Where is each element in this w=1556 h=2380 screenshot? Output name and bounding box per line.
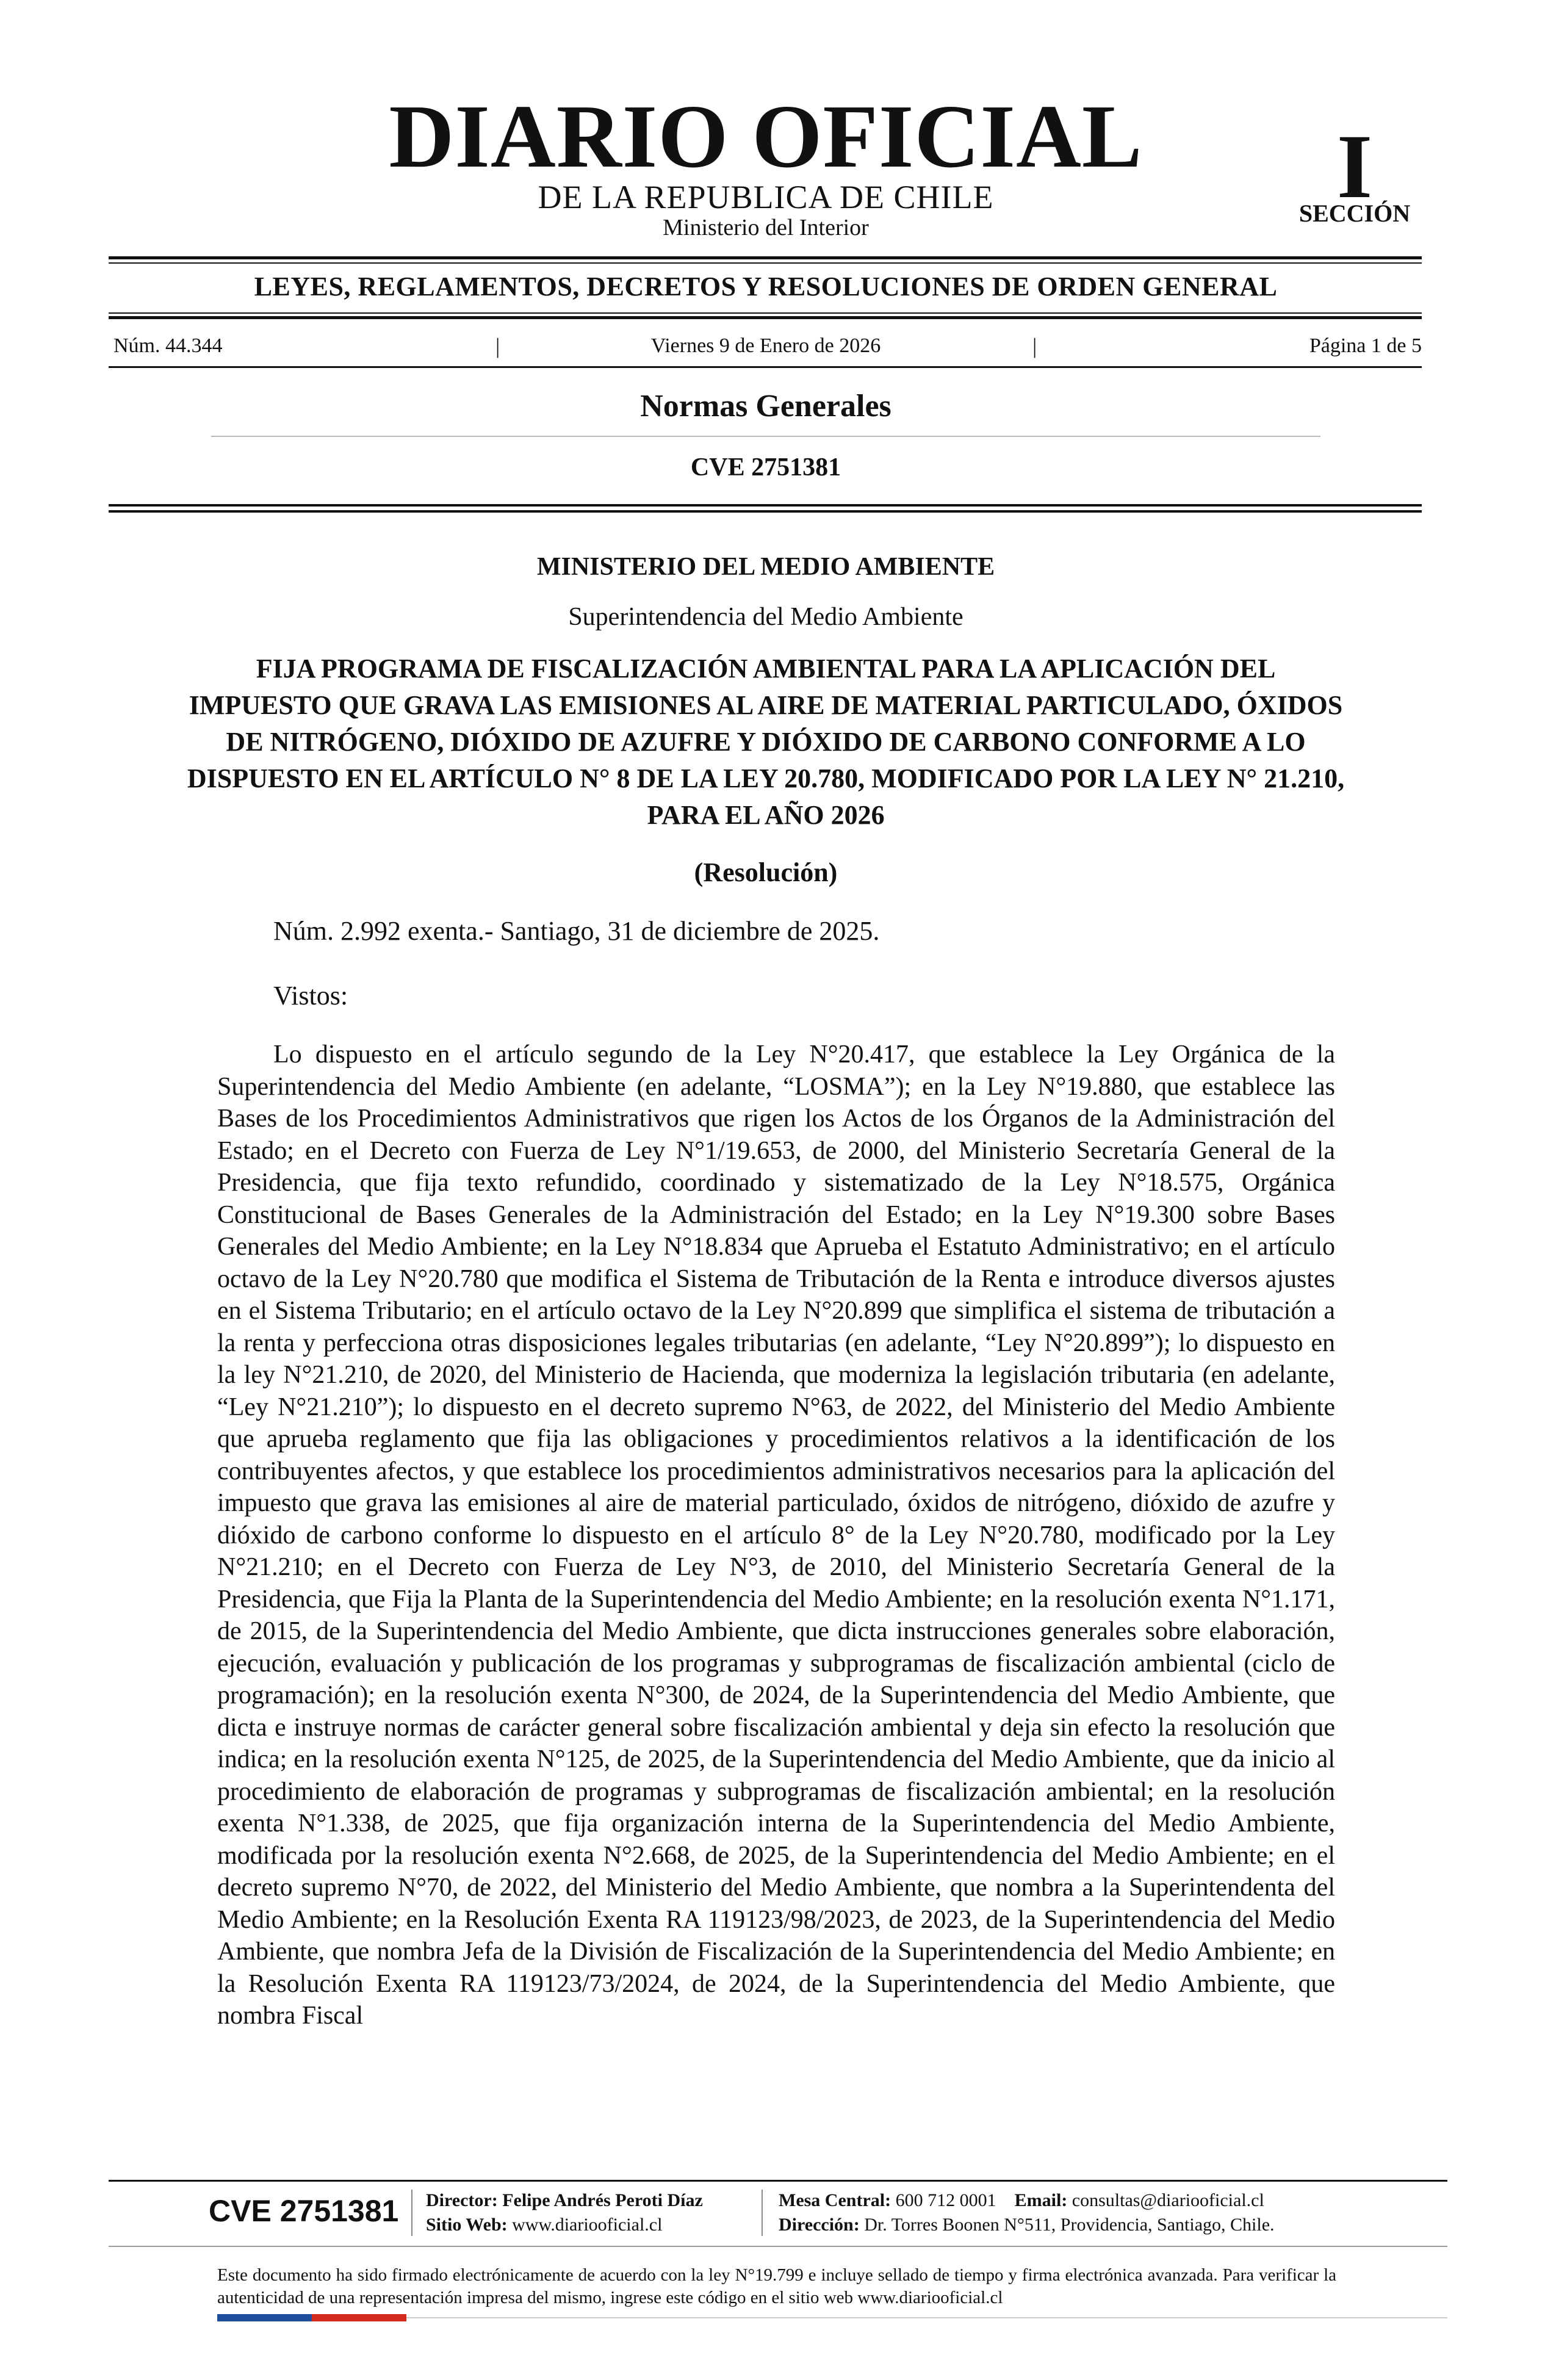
vistos-paragraph: Lo dispuesto en el artículo segundo de la Ley N°20.417, que establece la Ley Orgánica de la Superintendencia del Medio Ambiente (en adelante, “LOSMA”); en la Ley N°19.880, que establece las Bases de los Procedimientos Administrativos que rigen los Actos de los Órganos de la Administración del Estado; en el Decreto con Fuerza de Ley N°1/19.653, de 2000, del Ministerio Secretaría General de la Presidencia, que fija texto refundido, coordinado y sistematizado de la Ley N°18.575, Orgánica Constitucional de Bases Generales de la Administración del Estado; en la Ley N°19.300 sobre Bases Generales del Medio Ambiente; en la Ley N°18.834 que Aprueba el Estatuto Administrativo; en el artículo octavo de la Ley N°20.780 que modifica el Sistema de Tributación de la Renta e introduce diversos ajustes en el Sistema Tributario; en el artículo octavo de la Ley N°20.899 que simplifica el sistema de tributación a la renta y perfecciona otras disposiciones legales tributarias (en adelante, “Ley N°20.899”); lo dispuesto en la ley N°21.210, de 2020, del Ministerio de Hacienda, que moderniza la legislación tributaria (en adelante, “Ley N°21.210”); lo dispuesto en el decreto supremo N°63, de 2022, del Ministerio del Medio Ambiente que aprueba reglamento que fija las obligaciones y procedimientos relativos a la identificación de los contribuyentes afectos, y que establece los procedimientos administrativos necesarios para la aplicación del impuesto que grava las emisiones al aire de material particulado, óxidos de nitrógeno, dióxido de azufre y dióxido de carbono conforme lo dispuesto en el artículo 8° de la Ley N°20.780, modificado por la Ley N°21.210; en el Decreto con Fuerza de Ley N°3, de 2010, del Ministerio Secretaría General de la Presidencia, que Fija la Planta de la Superintendencia del Medio Ambiente; en la resolución exenta N°1.171, de 2015, de la Superintendencia del Medio Ambiente, que dicta instrucciones generales sobre elaboración, ejecución, evaluación y publicación de los programas y subprogramas de fiscalización ambiental (ciclo de programación); en la resolución exenta N°300, de 2024, de la Superintendencia del Medio Ambiente, que dicta e instruye normas de carácter general sobre fiscalización ambiental y deja sin efecto la resolución que indica; en la resolución exenta N°125, de 2025, de la Superintendencia del Medio Ambiente, que da inicio al procedimiento de elaboración de programas y subprogramas de fiscalización ambiental; en la resolución exenta N°1.338, de 2025, que fija organización interna de la Superintendencia del Medio Ambiente, modificada por la resolución exenta N°2.668, de 2025, de la Superintendencia del Medio Ambiente; en el decreto supremo N°70, de 2022, del Ministerio del Medio Ambiente, que nombra a la Superintendenta del Medio Ambiente; en la Resolución Exenta RA 119123/98/2023, de 2023, de la Superintendencia del Medio Ambiente, que nombra Jefa de la División de Fiscalización de la Superintendencia del Medio Ambiente; en la Resolución Exenta RA 119123/73/2024, de 2024, de la Superintendencia del Medio Ambiente, que nombra Fiscal <box>217 1040 1335 2030</box>
email-label: Email: <box>1014 2190 1068 2210</box>
flag-line <box>406 2317 1447 2318</box>
header-rule-1 <box>109 504 1422 507</box>
footer-divider-1 <box>411 2190 412 2236</box>
newspaper-title: DIARIO OFICIAL <box>389 87 1143 187</box>
director-label: Director: <box>426 2190 498 2210</box>
cve-code: CVE 2751381 <box>690 453 841 481</box>
resolution-number-line: Núm. 2.992 exenta.- Santiago, 31 de diciembre de 2025. <box>273 916 880 946</box>
category-underline <box>211 436 1320 437</box>
masthead-rule-top <box>109 256 1422 259</box>
newspaper-subtitle: DE LA REPUBLICA DE CHILE <box>538 179 994 215</box>
issuing-agency: Superintendencia del Medio Ambiente <box>568 603 963 631</box>
issuing-ministry: MINISTERIO DEL MEDIO AMBIENTE <box>536 553 995 581</box>
footer-director-block <box>426 2188 703 2237</box>
address-text: Dr. Torres Boonen N°511, Providencia, Santiago, Chile. <box>864 2215 1275 2235</box>
website-label: Sitio Web: <box>426 2215 508 2235</box>
flag-stripe-blue <box>217 2314 312 2321</box>
issue-number: Núm. 44.344 <box>113 334 223 357</box>
footer-cve-code: CVE 2751381 <box>209 2194 399 2228</box>
footer-rule-top <box>109 2180 1447 2182</box>
website-link[interactable]: www.diariooficial.cl <box>512 2215 663 2235</box>
category-heading: Normas Generales <box>640 389 891 424</box>
address-label: Dirección: <box>779 2215 860 2235</box>
masthead-rule-thin <box>109 262 1422 264</box>
email-link[interactable]: consultas@diariooficial.cl <box>1072 2190 1264 2210</box>
section-banner: LEYES, REGLAMENTOS, DECRETOS Y RESOLUCIONES DE ORDEN GENERAL <box>254 272 1278 301</box>
newspaper-ministry: Ministerio del Interior <box>663 215 869 240</box>
meta-separator-1: | <box>495 334 500 358</box>
section-label: SECCIÓN <box>1298 200 1411 227</box>
header-rule-2 <box>109 510 1422 513</box>
issue-date: Viernes 9 de Enero de 2026 <box>650 334 881 357</box>
resolution-title: FIJA PROGRAMA DE FISCALIZACIÓN AMBIENTAL PARA LA APLICACIÓN DEL IMPUESTO QUE GRAVA LAS EMISIONES AL AIRE DE MATERIAL PARTICULADO, ÓXIDOS DE NITRÓGENO, DIÓXIDO DE AZUFRE Y DIÓXIDO DE CARBONO CONFORME A LO DISPUESTO EN EL ARTÍCULO N° 8 DE LA LEY 20.780, MODIFICADO POR LA LEY N° 21.210, PARA EL AÑO 2026 <box>187 654 1345 830</box>
footer-signature-note: Este documento ha sido firmado electrónicamente de acuerdo con la ley N°19.799 e incluye sellado de tiempo y firma electrónica avanzada. Para verificar la autenticidad de una representación impresa del mismo, ingrese este código en el sitio web www.diariooficial.cl <box>217 2265 1336 2307</box>
phone-number: 600 712 0001 <box>895 2190 996 2210</box>
meta-rule <box>109 366 1422 368</box>
banner-rule-thick <box>109 316 1422 319</box>
banner-rule-thin <box>109 312 1422 314</box>
section-number: I <box>1336 116 1373 217</box>
footer-contact-block <box>779 2188 1275 2237</box>
footer-rule-bottom <box>109 2246 1447 2247</box>
flag-stripe-red <box>312 2314 406 2321</box>
director-name: Felipe Andrés Peroti Díaz <box>502 2190 703 2210</box>
vistos-heading: Vistos: <box>273 981 348 1011</box>
phone-label: Mesa Central: <box>779 2190 891 2210</box>
footer-divider-2 <box>762 2190 763 2236</box>
document-type: (Resolución) <box>694 857 838 887</box>
page-indicator: Página 1 de 5 <box>1309 334 1422 357</box>
meta-separator-2: | <box>1032 334 1037 358</box>
